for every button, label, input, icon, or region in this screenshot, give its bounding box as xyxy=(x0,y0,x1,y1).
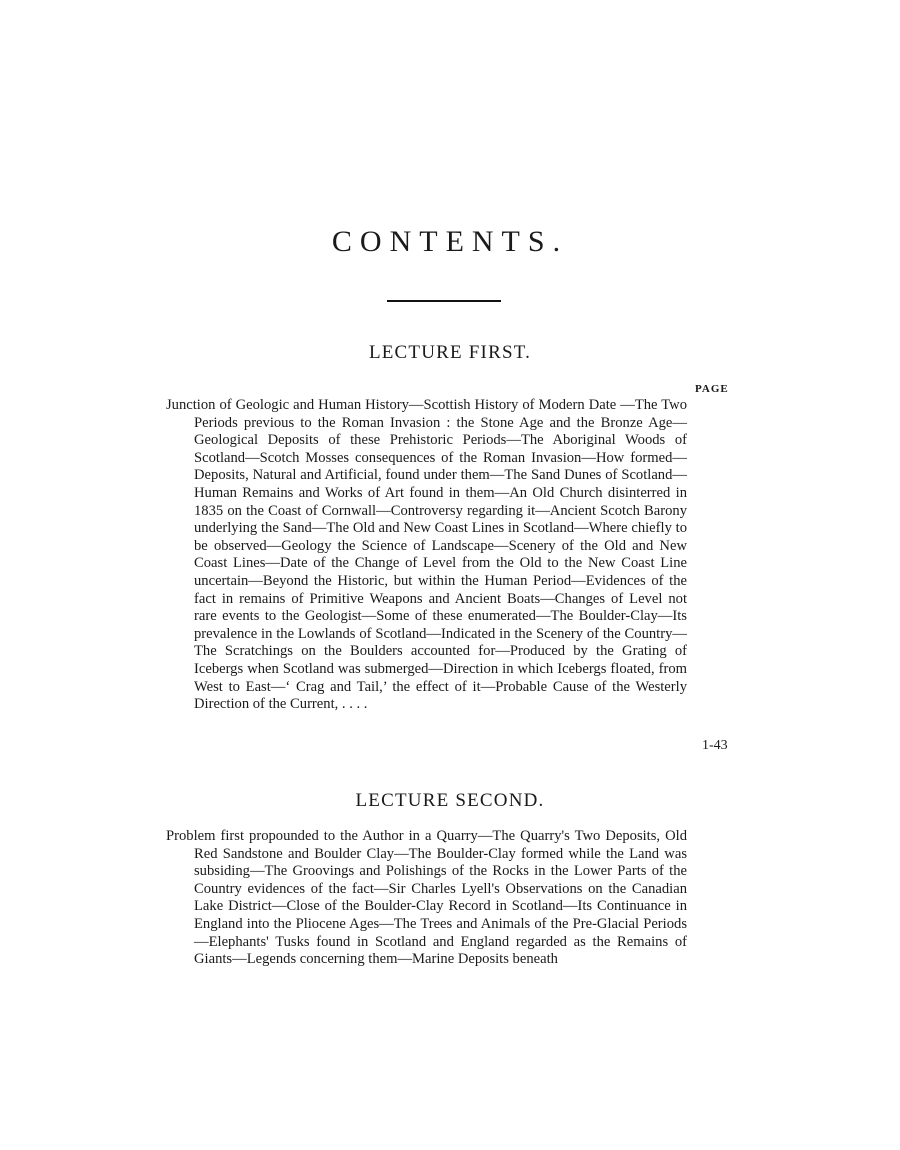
heading-rule xyxy=(387,300,501,302)
lecture-first-page-range: 1-43 xyxy=(702,738,728,753)
lecture-second-summary: Problem first propounded to the Author in a Quarry—The Quarry's Two Deposits, Old Red Sandstone and Boulder Clay—The Boulder-Clay formed while the Land was subsiding—The Groovings and Polishings of the Rocks in the Lower Parts of the Country evidences of the fact—Sir Charles Lyell's Observations on the Canadian Lake District—Close of the Boulder-Clay Record in Scotland—Its Continuance in England into the Pliocene Ages—The Trees and Animals of the Pre-Glacial Periods—Elephants' Tusks found in Scotland and England regarded as the Remains of Giants—Legends concerning them—Marine Deposits beneath xyxy=(166,828,687,968)
contents-heading: CONTENTS. xyxy=(331,225,569,258)
lecture-second-heading: LECTURE SECOND. xyxy=(355,790,545,811)
lecture-first-heading: LECTURE FIRST. xyxy=(368,342,532,363)
page-column-label: PAGE xyxy=(695,383,729,395)
lecture-first-summary: Junction of Geologic and Human History—Scottish History of Modern Date —The Two Periods previous to the Roman Invasion : the Stone Age and the Bronze Age—Geological Deposits of these Prehistoric Periods—The Aboriginal Woods of Scotland—Scotch Mosses consequences of the Roman Invasion—How formed—Deposits, Natural and Artificial, found under them—The Sand Dunes of Scotland—Human Remains and Works of Art found in them—An Old Church disinterred in 1835 on the Coast of Cornwall—Controversy regarding it—Ancient Scotch Barony underlying the Sand—The Old and New Coast Lines in Scotland—Where chiefly to be observed—Geology the Science of Landscape—Scenery of the Old and New Coast Lines—Date of the Change of Level from the Old to the New Coast Line uncertain—Beyond the Historic, but within the Human Period—Evidences of the fact in remains of Primitive Weapons and Ancient Boats—Changes of Level not rare events to the Geologist—Some of these enumerated—The Boulder-Clay—Its prevalence in the Lowlands of Scotland—Indicated in the Scenery of the Country—The Scratchings on the Boulders accounted for—Produced by the Grating of Icebergs when Scotland was submerged—Direction in which Icebergs floated, from West to East—‘ Crag and Tail,’ the effect of it—Probable Cause of the Westerly Direction of the Current, . . . . xyxy=(166,397,687,713)
